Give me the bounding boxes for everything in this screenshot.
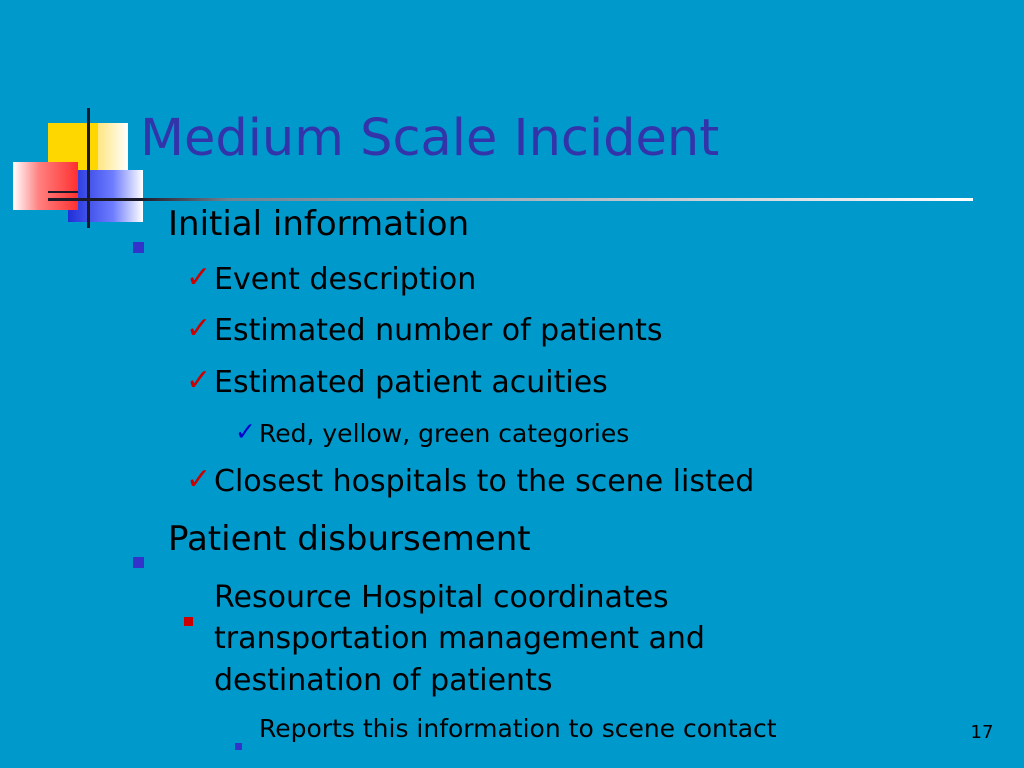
- square-bullet-icon: [133, 538, 144, 578]
- bullet-closest-hospitals: [186, 462, 755, 499]
- bullet-estimated-number: [186, 311, 663, 348]
- square-bullet-icon: [184, 596, 193, 637]
- logo-short-horizontal-line: [48, 191, 78, 193]
- bullet-text: Resource Hospital coordinates transportation management and destination of patients: [214, 580, 705, 698]
- bullet-text: Closest hospitals to the scene listed: [214, 464, 755, 499]
- logo-red-square: [13, 162, 78, 210]
- bullet-resource-hospital: [214, 577, 834, 701]
- bullet-estimated-acuities: [186, 363, 608, 400]
- bullet-event-description: [186, 260, 477, 297]
- check-icon: ✓: [186, 260, 212, 295]
- logo-blue-square: [68, 170, 143, 222]
- square-bullet-icon: [235, 727, 242, 756]
- bullet-color-categories: [235, 417, 630, 448]
- logo-vertical-line: [87, 108, 90, 228]
- bullet-reports-information: [259, 714, 777, 743]
- bullet-text: Estimated number of patients: [214, 313, 663, 348]
- bullet-initial-information: [168, 205, 469, 245]
- bullet-text: Estimated patient acuities: [214, 365, 608, 400]
- check-icon: ✓: [186, 363, 212, 398]
- check-icon: ✓: [186, 311, 212, 346]
- page-number: 17: [970, 722, 994, 743]
- bullet-text: Initial information: [168, 204, 470, 244]
- title-underline: [48, 198, 973, 201]
- check-icon: ✓: [235, 417, 256, 446]
- square-bullet-icon: [133, 223, 144, 263]
- bullet-text: Red, yellow, green categories: [259, 419, 630, 448]
- bullet-text: Event description: [214, 262, 477, 297]
- slide-title: Medium Scale Incident: [140, 109, 720, 168]
- check-icon: ✓: [186, 462, 212, 497]
- bullet-text: Patient disbursement: [168, 519, 531, 559]
- bullet-text: Reports this information to scene contact: [259, 714, 777, 743]
- bullet-patient-disbursement: [168, 520, 531, 560]
